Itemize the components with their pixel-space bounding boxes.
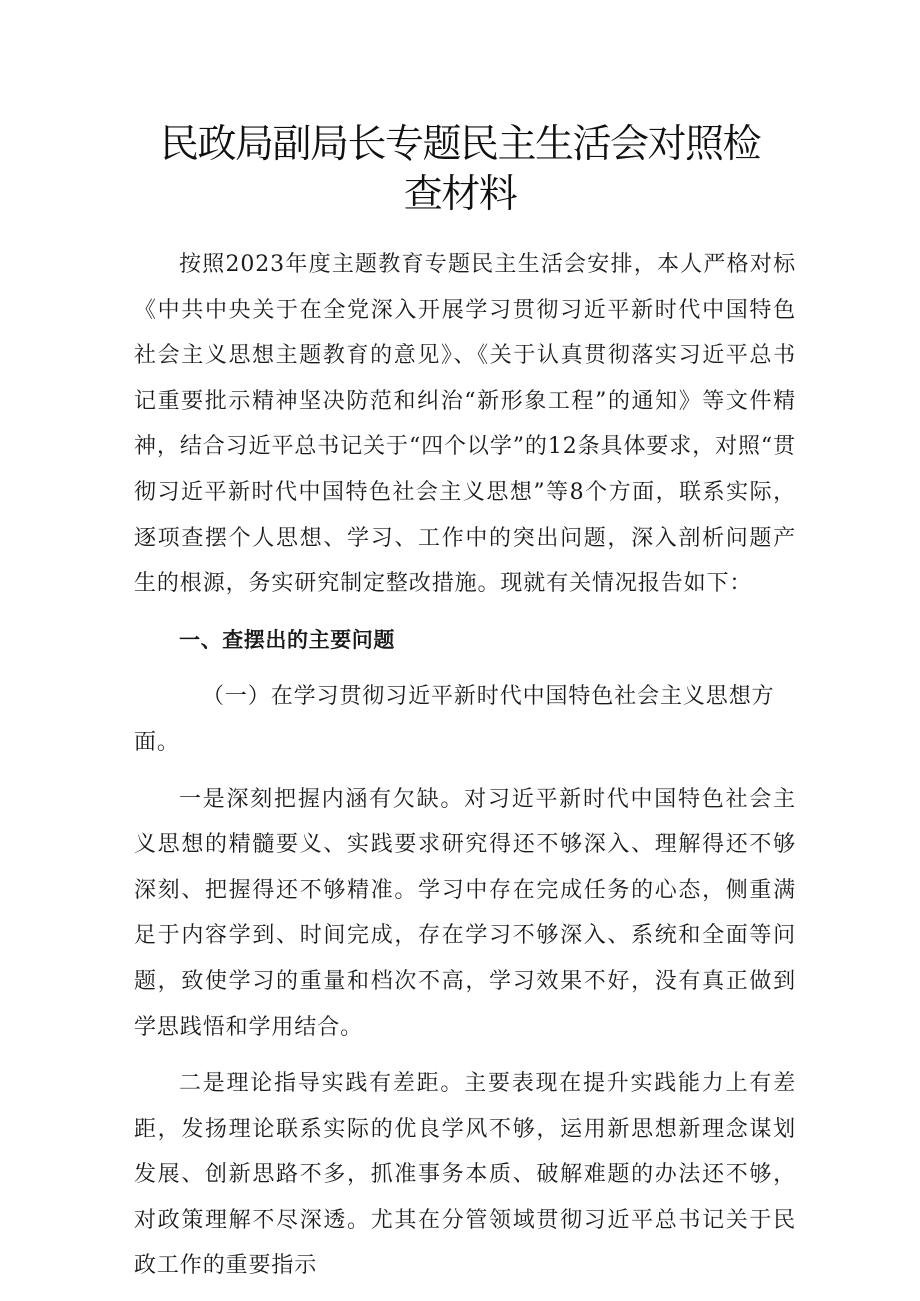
document-title: 民政局副局长专题民主生活会对照检查材料 (160, 122, 761, 217)
body-paragraph-1: 一是深刻把握内涵有欠缺。对习近平新时代中国特色社会主义思想的精髓要义、实践要求研究得还不够深入、理解得还不够深刻、把握得还不够精准。学习中存在完成任务的心态，侧重满足于内容学到、时间完成，存在学习不够深入、系统和全面等问题，致使学习的重量和档次不高，学习效果不好，没有真正做到学思践悟和学用结合。 (134, 786, 796, 1040)
section-heading: 一、查摆出的主要问题 (179, 627, 395, 652)
intro-paragraph: 按照2023年度主题教育专题民主生活会安排，本人严格对标《中共中央关于在全党深入开展学习贯彻习近平新时代中国特色社会主义思想主题教育的意见》、《关于认真贯彻落实习近平总书记重要批示精神坚决防范和纠治“新形象工程”的通知》等文件精神，结合习近平总书记关于“四个以学”的12条具体要求，对照“贯彻习近平新时代中国特色社会主义思想”等8个方面，联系实际，逐项查摆个人思想、学习、工作中的突出问题，深入剖析问题产生的根源，务实研究制定整改措施。现就有关情况报告如下： (134, 252, 796, 597)
document-body (134, 242, 796, 1289)
subsection-heading: （一）在学习贯彻习近平新时代中国特色社会主义思想方面。 (134, 684, 775, 755)
body-paragraph-2: 二是理论指导实践有差距。主要表现在提升实践能力上有差距，发扬理论联系实际的优良学风不够，运用新思想新理念谋划发展、创新思路不多，抓准事务本质、破解难题的办法还不够，对政策理解不尽深透。尤其在分管领域贯彻习近平总书记关于民政工作的重要指示 (134, 1071, 796, 1279)
